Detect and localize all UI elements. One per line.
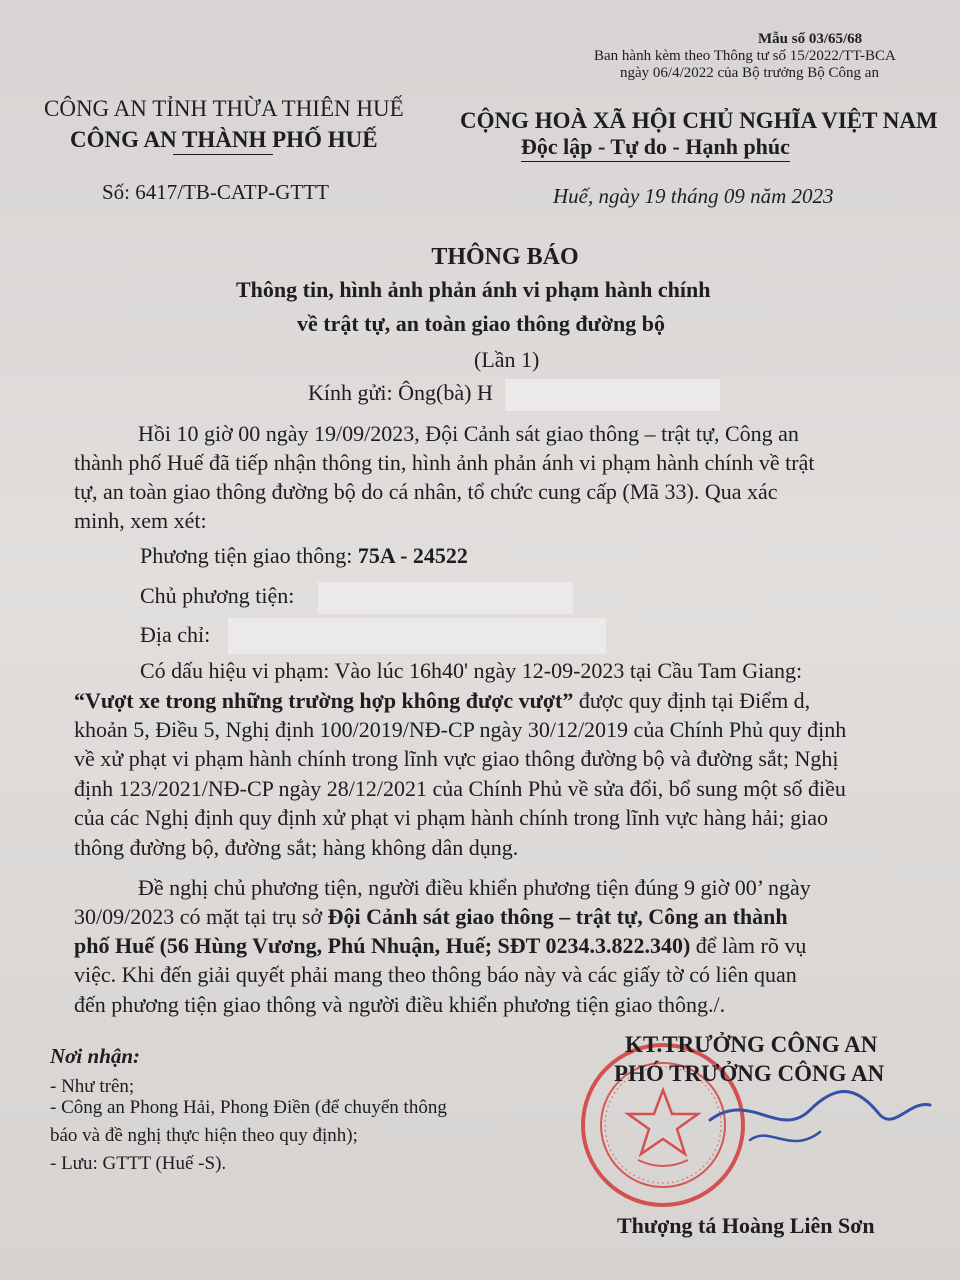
agency-underline [173, 154, 273, 155]
owner-label: Chủ phương tiện: [140, 583, 295, 608]
issue-date: Huế, ngày 19 tháng 09 năm 2023 [553, 184, 834, 208]
recipients-heading: Nơi nhận: [50, 1044, 141, 1068]
violation-line-4: về xử phạt vi phạm hành chính trong lĩnh vực giao thông đường bộ và đường sắt; Nghị [74, 746, 839, 771]
recipients-item-1: - Như trên; [50, 1076, 135, 1097]
violation-line-2 [74, 688, 810, 714]
recipients-item-4: - Lưu: GTTT (Huế -S). [50, 1153, 227, 1174]
national-motto: Độc lập - Tự do - Hạnh phúc [521, 134, 790, 162]
recipients-item-2: - Công an Phong Hải, Phong Điền (để chuyển thông [50, 1097, 447, 1118]
para1-line-4: minh, xem xét: [74, 508, 207, 533]
violation-line-1: Có dấu hiệu vi phạm: Vào lúc 16h40' ngày 12-09-2023 tại Cầu Tam Giang: [140, 658, 803, 683]
violation-line-3: khoản 5, Điều 5, Nghị định 100/2019/NĐ-CP ngày 30/12/2019 của Chính Phủ quy định [74, 717, 847, 742]
signer-name: Thượng tá Hoàng Liên Sơn [617, 1213, 875, 1238]
redacted-recipient-name [505, 379, 720, 411]
violation-line-2-rest: được quy định tại Điểm d, [573, 688, 811, 713]
request-line-4: việc. Khi đến giải quyết phải mang theo thông báo này và các giấy tờ có liên quan [74, 962, 797, 987]
violation-line-6: của các Nghị định quy định xử phạt vi phạm hành chính trong lĩnh vực hàng hải; giao [74, 805, 828, 830]
para1-line-2: thành phố Huế đã tiếp nhận thông tin, hình ảnh phản ánh vi phạm hành chính về trật [74, 450, 815, 475]
request-line-2-a: 30/09/2023 có mặt tại trụ sở [74, 904, 328, 929]
agency-parent: CÔNG AN TỈNH THỪA THIÊN HUẾ [44, 96, 404, 121]
signature-title-1: KT.TRƯỞNG CÔNG AN [625, 1032, 878, 1057]
vehicle-plate: 75A - 24522 [357, 543, 468, 568]
country-name: CỘNG HOÀ XÃ HỘI CHỦ NGHĨA VIỆT NAM [460, 108, 938, 133]
request-line-1: Đề nghị chủ phương tiện, người điều khiển phương tiện đúng 9 giờ 00’ ngày [138, 875, 811, 900]
para1-line-1: Hồi 10 giờ 00 ngày 19/09/2023, Đội Cảnh sát giao thông – trật tự, Công an [138, 421, 799, 446]
form-issued-line-2: ngày 06/4/2022 của Bộ trưởng Bộ Công an [620, 65, 879, 81]
redacted-address [228, 618, 606, 654]
para1-line-3: tự, an toàn giao thông đường bộ do cá nhân, tổ chức cung cấp (Mã 33). Qua xác [74, 479, 778, 504]
notice-round: (Lần 1) [474, 347, 540, 372]
request-line-5: đến phương tiện giao thông và người điều khiển phương tiện giao thông./. [74, 992, 726, 1017]
recipients-item-3: báo và đề nghị thực hiện theo quy định); [50, 1125, 358, 1146]
form-number: Mẫu số 03/65/68 [758, 31, 863, 47]
document-ref: Số: 6417/TB-CATP-GTTT [102, 180, 329, 204]
notice-title: THÔNG BÁO [431, 244, 579, 270]
notice-subtitle-2: về trật tự, an toàn giao thông đường bộ [297, 311, 666, 336]
agency-name: CÔNG AN THÀNH PHỐ HUẾ [70, 127, 378, 152]
handwritten-signature [690, 1070, 940, 1190]
request-line-2 [74, 904, 788, 930]
vehicle-label: Phương tiện giao thông: [140, 543, 358, 568]
request-line-3 [74, 933, 806, 959]
request-address: phố Huế (56 Hùng Vương, Phú Nhuận, Huế; SĐT 0234.3.822.340) [74, 933, 691, 958]
request-line-3-b: để làm rõ vụ [690, 933, 807, 958]
vehicle-row [140, 543, 468, 569]
address-label: Địa chỉ: [140, 622, 211, 647]
violation-line-5: định 123/2021/NĐ-CP ngày 28/12/2021 của Chính Phủ về sửa đổi, bổ sung một số điều [74, 776, 846, 801]
notice-subtitle-1: Thông tin, hình ảnh phản ánh vi phạm hành chính [236, 277, 711, 302]
violation-quote: “Vượt xe trong những trường hợp không được vượt” [74, 688, 574, 713]
redacted-owner [318, 582, 573, 614]
form-issued-line-1: Ban hành kèm theo Thông tư số 15/2022/TT-BCA [594, 48, 896, 64]
recipient-line: Kính gửi: Ông(bà) H [308, 380, 493, 405]
violation-line-7: thông đường bộ, đường sắt; hàng không dân dụng. [74, 835, 519, 860]
signature-title-2: PHÓ TRƯỞNG CÔNG AN [614, 1061, 885, 1086]
request-office: Đội Cảnh sát giao thông – trật tự, Công an thành [327, 904, 788, 929]
